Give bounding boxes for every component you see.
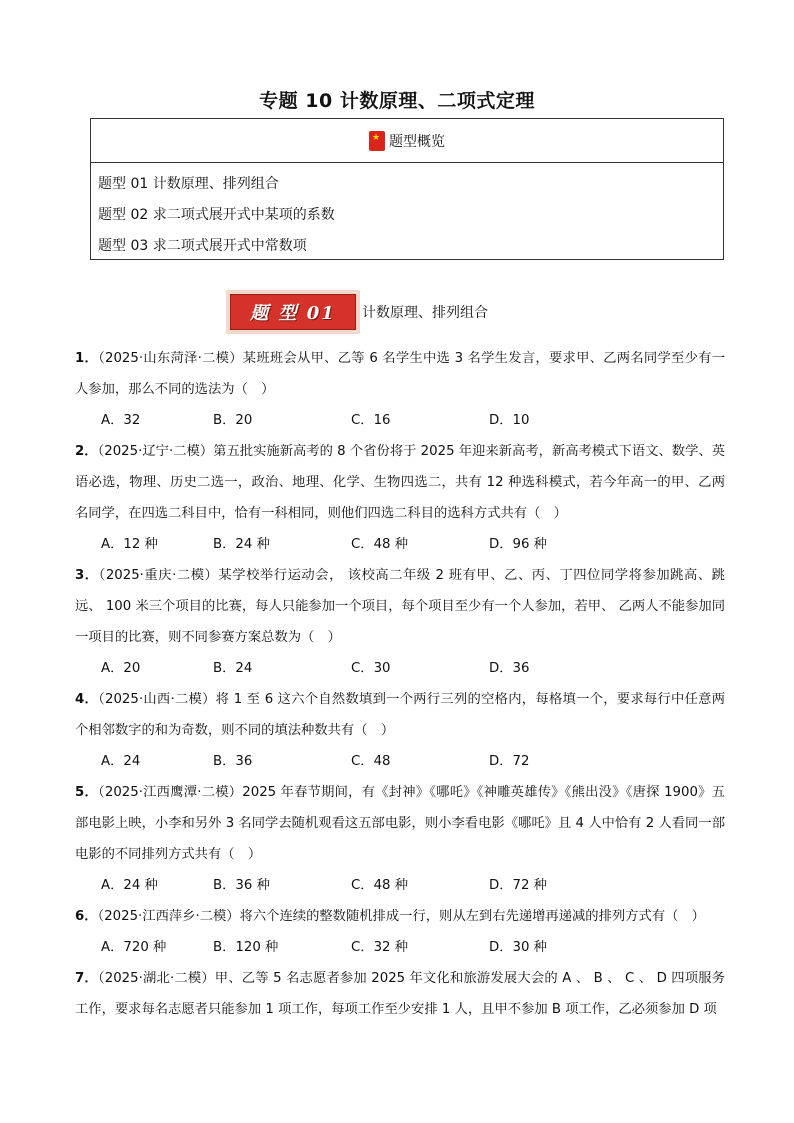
overview-item: 题型 02 求二项式展开式中某项的系数 [98, 207, 335, 223]
question-number: 3． [75, 568, 99, 583]
question [75, 436, 725, 560]
choice-b: B．120 种 [213, 940, 279, 955]
choice-a: A．32 [101, 413, 141, 428]
section-badge [226, 290, 360, 334]
question-number: 2． [75, 444, 98, 459]
choice-b: B．36 种 [213, 878, 270, 893]
choice-d: D．72 [489, 754, 530, 769]
section-badge-label: 题 型 01 [230, 294, 356, 330]
overview-box [90, 118, 724, 260]
question-body: （2025·江西鹰潭·二模）2025 年春节期间，有《封神》《哪吒》《神雕英雄传》《熊出没》《唐探 1900》五部电影上映，小李和另外 3 名同学去随机观看这五部电影，则小李看电影《哪吒》且 4 人中恰有 2 人看同一部电影的不同排列方式共有（ ） [75, 785, 725, 862]
choice-c: C．48 种 [351, 878, 409, 893]
choice-row [75, 870, 725, 901]
question-body: （2025·辽宁·二模）第五批实施新高考的 8 个省份将于 2025 年迎来新高考，新高考模式下语文、数学、英语必选，物理、历史二选一，政治、地理、化学、生物四选二，共有 12 种选科模式，若今年高一的甲、乙两名同学，在四选二科目中，恰有一科相同，则他们四选二科目的选科方式共有（ ） [75, 444, 725, 521]
question-body: （2025·重庆·二模）某学校举行运动会， 该校高二年级 2 班有甲、乙、丙、丁四位同学将参加跳高、跳远、 100 米三个项目的比赛，每人只能参加一个项目，每个项目至少有一个人参加，若甲、 乙两人不能参加同一项目的比赛，则不同参赛方案总数为（ ） [75, 568, 725, 645]
question [75, 901, 725, 963]
choice-a: A．720 种 [101, 940, 167, 955]
question-text [75, 560, 725, 653]
overview-item: 题型 01 计数原理、排列组合 [98, 176, 279, 192]
overview-header [91, 119, 723, 163]
choice-a: A．24 种 [101, 878, 158, 893]
question-text [75, 963, 725, 1025]
choice-d: D．96 种 [489, 537, 547, 552]
choice-d: D．72 种 [489, 878, 547, 893]
question-text [75, 901, 725, 932]
choice-row [75, 653, 725, 684]
choice-row [75, 746, 725, 777]
question-text [75, 436, 725, 529]
question [75, 777, 725, 901]
question [75, 343, 725, 436]
overview-heading: 题型概览 [389, 133, 445, 150]
choice-b: B．24 [213, 661, 253, 676]
choice-b: B．36 [213, 754, 253, 769]
question-number: 4． [75, 692, 99, 707]
choice-d: D．36 [489, 661, 530, 676]
choice-c: C．48 [351, 754, 391, 769]
choice-row [75, 405, 725, 436]
red-book-icon [369, 131, 385, 151]
question-body: （2025·山西·二模）将 1 至 6 这六个自然数填到一个两行三列的空格内，每格填一个，要求每行中任意两个相邻数字的和为奇数，则不同的填法种数共有（ ） [75, 692, 725, 738]
section-title: 计数原理、排列组合 [362, 305, 488, 321]
choice-c: C．48 种 [351, 537, 409, 552]
choice-row [75, 529, 725, 560]
choice-d: D．10 [489, 413, 530, 428]
question-body: （2025·湖北·二模）甲、乙等 5 名志愿者参加 2025 年文化和旅游发展大会的 A 、 B 、 C 、 D 四项服务工作，要求每名志愿者只能参加 1 项工作，每项工作至少安排 1 人，且甲不参加 B 项工作，乙必须参加 D 项 [75, 971, 725, 1017]
question-text [75, 343, 725, 405]
question-text [75, 777, 725, 870]
choice-d: D．30 种 [489, 940, 547, 955]
question [75, 963, 725, 1025]
choice-c: C．32 种 [351, 940, 409, 955]
question-number: 6． [75, 909, 98, 924]
overview-item: 题型 03 求二项式展开式中常数项 [98, 238, 307, 254]
choice-a: A．20 [101, 661, 141, 676]
page-title: 专题 10 计数原理、二项式定理 [259, 90, 535, 112]
question-number: 5． [75, 785, 98, 800]
choice-a: A．12 种 [101, 537, 158, 552]
question [75, 560, 725, 684]
overview-list [91, 163, 723, 262]
choice-b: B．24 种 [213, 537, 270, 552]
question-list [75, 343, 725, 1025]
question [75, 684, 725, 777]
question-text [75, 684, 725, 746]
choice-a: A．24 [101, 754, 141, 769]
choice-c: C．16 [351, 413, 391, 428]
question-number: 1． [75, 351, 99, 366]
choice-b: B．20 [213, 413, 253, 428]
question-body: （2025·江西萍乡·二模）将六个连续的整数随机排成一行，则从左到右先递增再递减的排列方式有（ ） [97, 909, 705, 924]
choice-c: C．30 [351, 661, 391, 676]
question-number: 7． [75, 971, 98, 986]
question-body: （2025·山东菏泽·二模）某班班会从甲、乙等 6 名学生中选 3 名学生发言，要求甲、乙两名同学至少有一人参加，那么不同的选法为（ ） [75, 351, 725, 397]
choice-row [75, 932, 725, 963]
